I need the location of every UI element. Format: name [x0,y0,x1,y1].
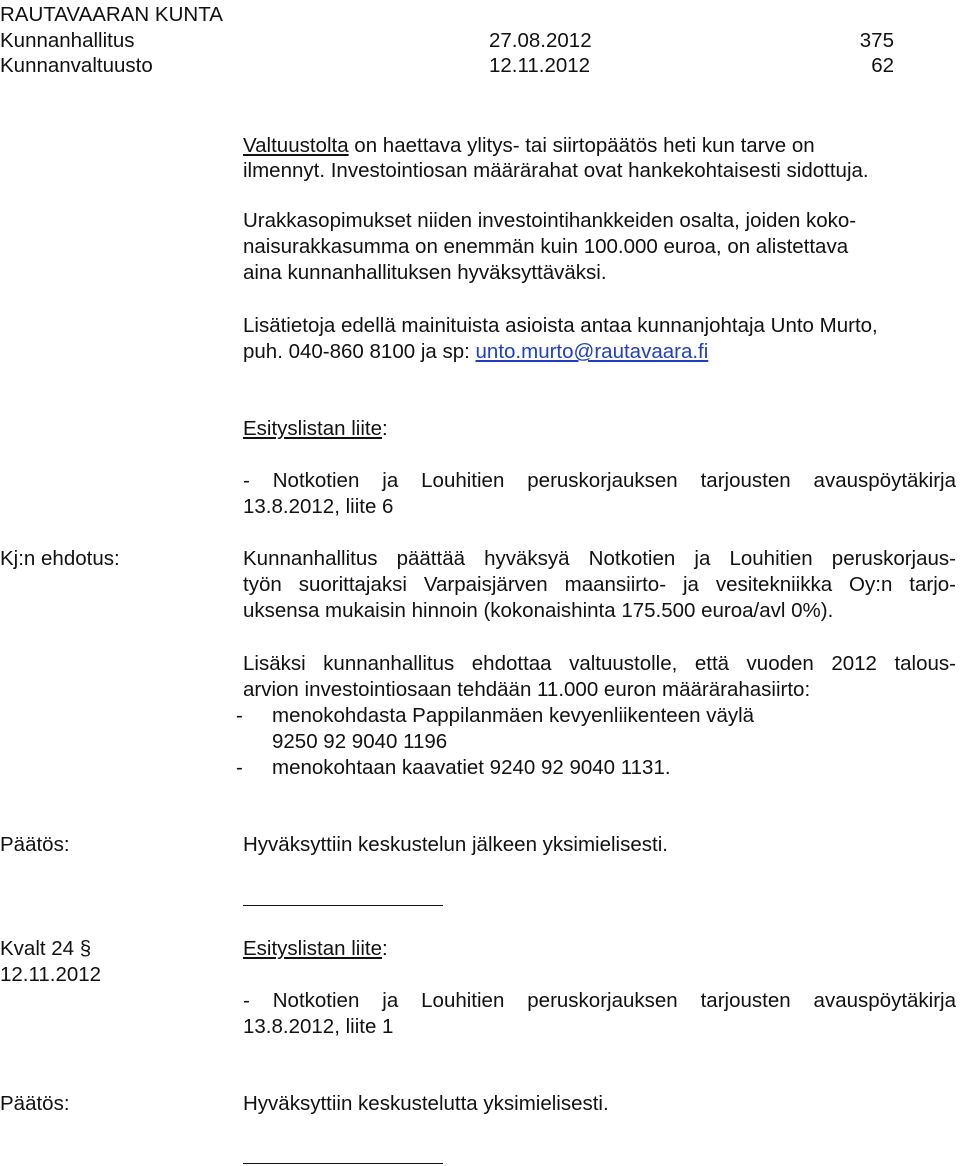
decision-text-1: Hyväksyttiin keskustelun jälkeen yksimielisesti. [243,833,668,856]
attachment-link-2[interactable]: Esityslistan liite [243,937,382,960]
decision-label-1: Päätös: [0,833,70,856]
p2-line2: naisurakkasumma on enemmän kuin 100.000 euroa, on alistettava [243,235,849,258]
p2-line3: aina kunnanhallituksen hyväksyttäväksi. [243,261,607,284]
attachment-item-1-line2: 13.8.2012, liite 6 [243,495,394,518]
attachment-link-1[interactable]: Esityslistan liite [243,417,382,440]
bullet-text-1: menokohdasta Pappilanmäen kevyenliikenteen väylä [272,704,755,727]
header-date-2: 12.11.2012 [489,54,591,77]
header-body-2: Kunnanvaltuusto [0,54,153,77]
org-name: RAUTAVAARAN KUNTA [0,3,223,26]
attachment-heading-1 [243,416,388,442]
header-body-1: Kunnanhallitus [0,29,135,52]
proposal-extra-line1: Lisäksi kunnanhallitus ehdottaa valtuustolle, että vuoden 2012 talous- [243,652,956,675]
attachment-colon-2: : [382,937,388,960]
proposal-line3: uksensa mukaisin hinnoin (kokonaishinta 175.500 euroa/avl 0%). [243,599,834,622]
decision-text-2: Hyväksyttiin keskustelutta yksimielisesti. [243,1092,609,1115]
header-section-2: 62 [871,54,894,77]
p1-line2: ilmennyt. Investointiosan määrärahat ovat hankekohtaisesti sidottuja. [243,159,869,182]
attachment-item-1-line1: - Notkotien ja Louhitien peruskorjauksen tarjousten avauspöytäkirja [243,469,956,492]
attachment-colon-1: : [382,417,388,440]
proposal-line2: työn suorittajaksi Varpaisjärven maansiirto- ja vesitekniikka Oy:n tarjo- [243,573,956,596]
p2-line1: Urakkasopimukset niiden investointihankkeiden osalta, joiden koko- [243,209,857,232]
bullet-code-1: 9250 92 9040 1196 [272,730,448,753]
proposal-label: Kj:n ehdotus: [0,547,120,570]
p1-line1-rest: on haettava ylitys- tai siirtopäätös heti kun tarve on [348,134,815,157]
council-link-word: Valtuustolta [243,134,349,157]
separator-line-1 [243,905,443,906]
council-ref-line2: 12.11.2012 [0,963,102,986]
separator-line-2 [243,1163,443,1164]
decision-label-2: Päätös: [0,1092,70,1115]
proposal-line1: Kunnanhallitus päättää hyväksyä Notkotien ja Louhitien peruskorjaus- [243,547,956,570]
proposal-extra-line2: arvion investointiosaan tehdään 11.000 euron määrärahasiirto: [243,678,811,701]
attachment-item-2-line2: 13.8.2012, liite 1 [243,1015,394,1038]
email-link[interactable]: unto.murto@rautavaara.fi [475,340,709,363]
council-ref-line1: Kvalt 24 § [0,937,92,960]
header-section-1: 375 [859,29,894,52]
bullet-text-2: menokohtaan kaavatiet 9240 92 9040 1131. [272,756,671,779]
p3-line2 [243,339,708,365]
attachment-heading-2 [243,936,388,962]
paragraph-budget-transfer [243,133,815,159]
p3-line1: Lisätietoja edellä mainituista asioista antaa kunnanjohtaja Unto Murto, [243,314,878,337]
contact-phone: puh. 040-860 8100 ja sp: [243,340,476,363]
header-date-1: 27.08.2012 [489,29,592,52]
attachment-item-2-line1: - Notkotien ja Louhitien peruskorjauksen tarjousten avauspöytäkirja [243,989,956,1012]
bullet-dash-2: - [236,756,243,779]
bullet-dash-1: - [236,704,243,727]
